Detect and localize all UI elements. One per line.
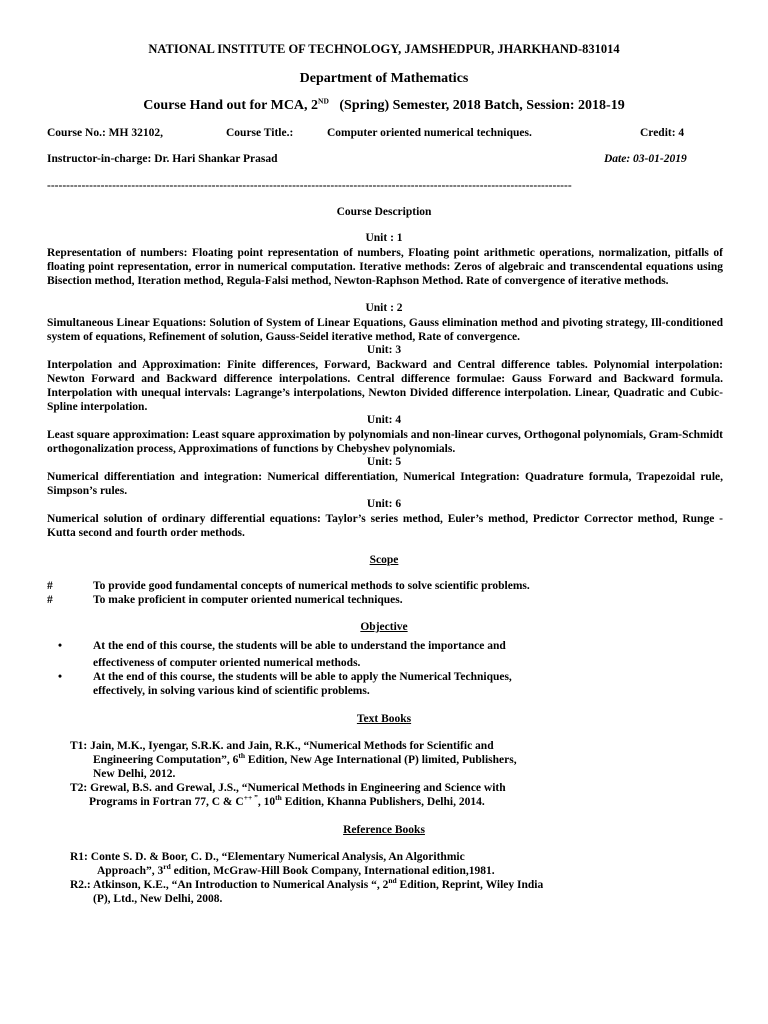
- objective-item-line: At the end of this course, the students will be able to understand the importance and: [93, 640, 506, 652]
- unit-label: Unit: 4: [366, 414, 402, 426]
- unit-label: Unit: 5: [366, 456, 402, 468]
- objective-heading: Objective: [360, 621, 408, 633]
- reference-book-r2: R2.: Atkinson, K.E., “An Introduction to Numerical Analysis “, 2nd Edition, Reprint, Wiley India: [70, 876, 544, 891]
- course-description-heading: Course Description: [336, 206, 432, 218]
- reference-book-r1-line: Approach”, 3rd edition, McGraw-Hill Book Company, International edition,1981.: [97, 862, 495, 877]
- unit-label: Unit: 3: [366, 344, 402, 356]
- reference-book-r1: R1: Conte S. D. & Boor, C. D., “Elementary Numerical Analysis, An Algorithmic: [70, 851, 465, 863]
- objective-item-line: effectiveness of computer oriented numerical methods.: [93, 657, 361, 669]
- unit-text: Representation of numbers: Floating point representation of numbers, Floating point arithmetic operations, normalization, pitfalls of floating point representation, error in numerical computation. Iterative methods: Zeros of algebraic and transcendental equations using Bisection method, Iteration method, Regula-Falsi method, Newton-Raphson Method. Rate of convergence of iterative methods.: [47, 247, 723, 287]
- unit-text: Least square approximation: Least square approximation by polynomials and non-linear curves, Orthogonal polynomials, Gram-Schmidt orthogonalization process, Approximations of functions by Chebyshev polynomials.: [47, 429, 723, 455]
- scope-bullet-mark: #: [47, 594, 53, 606]
- handout-title: Course Hand out for MCA, 2ND (Spring) Semester, 2018 Batch, Session: 2018-19: [143, 96, 625, 113]
- unit-label: Unit: 6: [366, 498, 402, 510]
- scope-bullet-mark: #: [47, 580, 53, 592]
- unit-text: Numerical solution of ordinary differential equations: Taylor’s series method, Euler’s method, Predictor Corrector method, Runge - Kutta second and fourth order methods.: [47, 513, 723, 539]
- text-book-t1-line: New Delhi, 2012.: [93, 768, 176, 780]
- unit-text: Simultaneous Linear Equations: Solution of System of Linear Equations, Gauss elimination method and pivoting strategy, Ill-conditioned system of equations, Refinement of solution, Gauss-Seidel iterative method, Rate of convergence.: [47, 317, 723, 343]
- scope-item: To provide good fundamental concepts of numerical methods to solve scientific problems.: [93, 580, 530, 592]
- scope-heading: Scope: [369, 554, 399, 566]
- reference-books-heading: Reference Books: [343, 824, 425, 836]
- objective-bullet: •: [58, 640, 63, 652]
- course-credit: Credit: 4: [640, 127, 685, 139]
- text-book-t1: T1: Jain, M.K., Iyengar, S.R.K. and Jain, R.K., “Numerical Methods for Scientific and: [70, 740, 494, 752]
- instructor: Instructor-in-charge: Dr. Hari Shankar Prasad: [47, 153, 278, 165]
- objective-bullet: •: [58, 671, 63, 683]
- institute-name: NATIONAL INSTITUTE OF TECHNOLOGY, JAMSHEDPUR, JHARKHAND-831014: [148, 42, 620, 56]
- department-name: Department of Mathematics: [299, 71, 469, 86]
- objective-item-line: At the end of this course, the students will be able to apply the Numerical Techniques,: [93, 671, 512, 683]
- divider: -----------------------------------------------------------------------------------------------------------------------------------------: [47, 180, 572, 192]
- objective-item-line: effectively, in solving various kind of scientific problems.: [93, 685, 370, 697]
- text-book-t2-line: Programs in Fortran 77, C & C++ ”, 10th Edition, Khanna Publishers, Delhi, 2014.: [89, 793, 485, 808]
- unit-text: Interpolation and Approximation: Finite differences, Forward, Backward and Central difference tables. Polynomial interpolation: Newton Forward and Backward difference interpolations. Central difference formulae: Gauss Forward and Backward formula. Interpolation with unequal intervals: Lagrange’s interpolations, Newton Divided difference interpolation. Linear, Quadratic and Cubic-Spline interpolation.: [47, 359, 723, 413]
- course-number: Course No.: MH 32102,: [47, 127, 163, 139]
- scope-item: To make proficient in computer oriented numerical techniques.: [93, 594, 403, 606]
- text-book-t1-line: Engineering Computation”, 6th Edition, New Age International (P) limited, Publishers,: [93, 751, 517, 766]
- date: Date: 03-01-2019: [604, 153, 687, 165]
- course-title-label: Course Title.:: [226, 127, 294, 139]
- text-book-t2: T2: Grewal, B.S. and Grewal, J.S., “Numerical Methods in Engineering and Science with: [70, 782, 506, 794]
- reference-book-r2-line: (P), Ltd., New Delhi, 2008.: [93, 893, 223, 905]
- course-title: Computer oriented numerical techniques.: [327, 127, 532, 139]
- text-books-heading: Text Books: [356, 713, 412, 725]
- unit-label: Unit : 2: [365, 302, 403, 314]
- unit-text: Numerical differentiation and integration: Numerical differentiation, Numerical Integration: Quadrature formula, Trapezoidal rule, Simpson’s rules.: [47, 471, 723, 497]
- unit-label: Unit : 1: [365, 232, 403, 244]
